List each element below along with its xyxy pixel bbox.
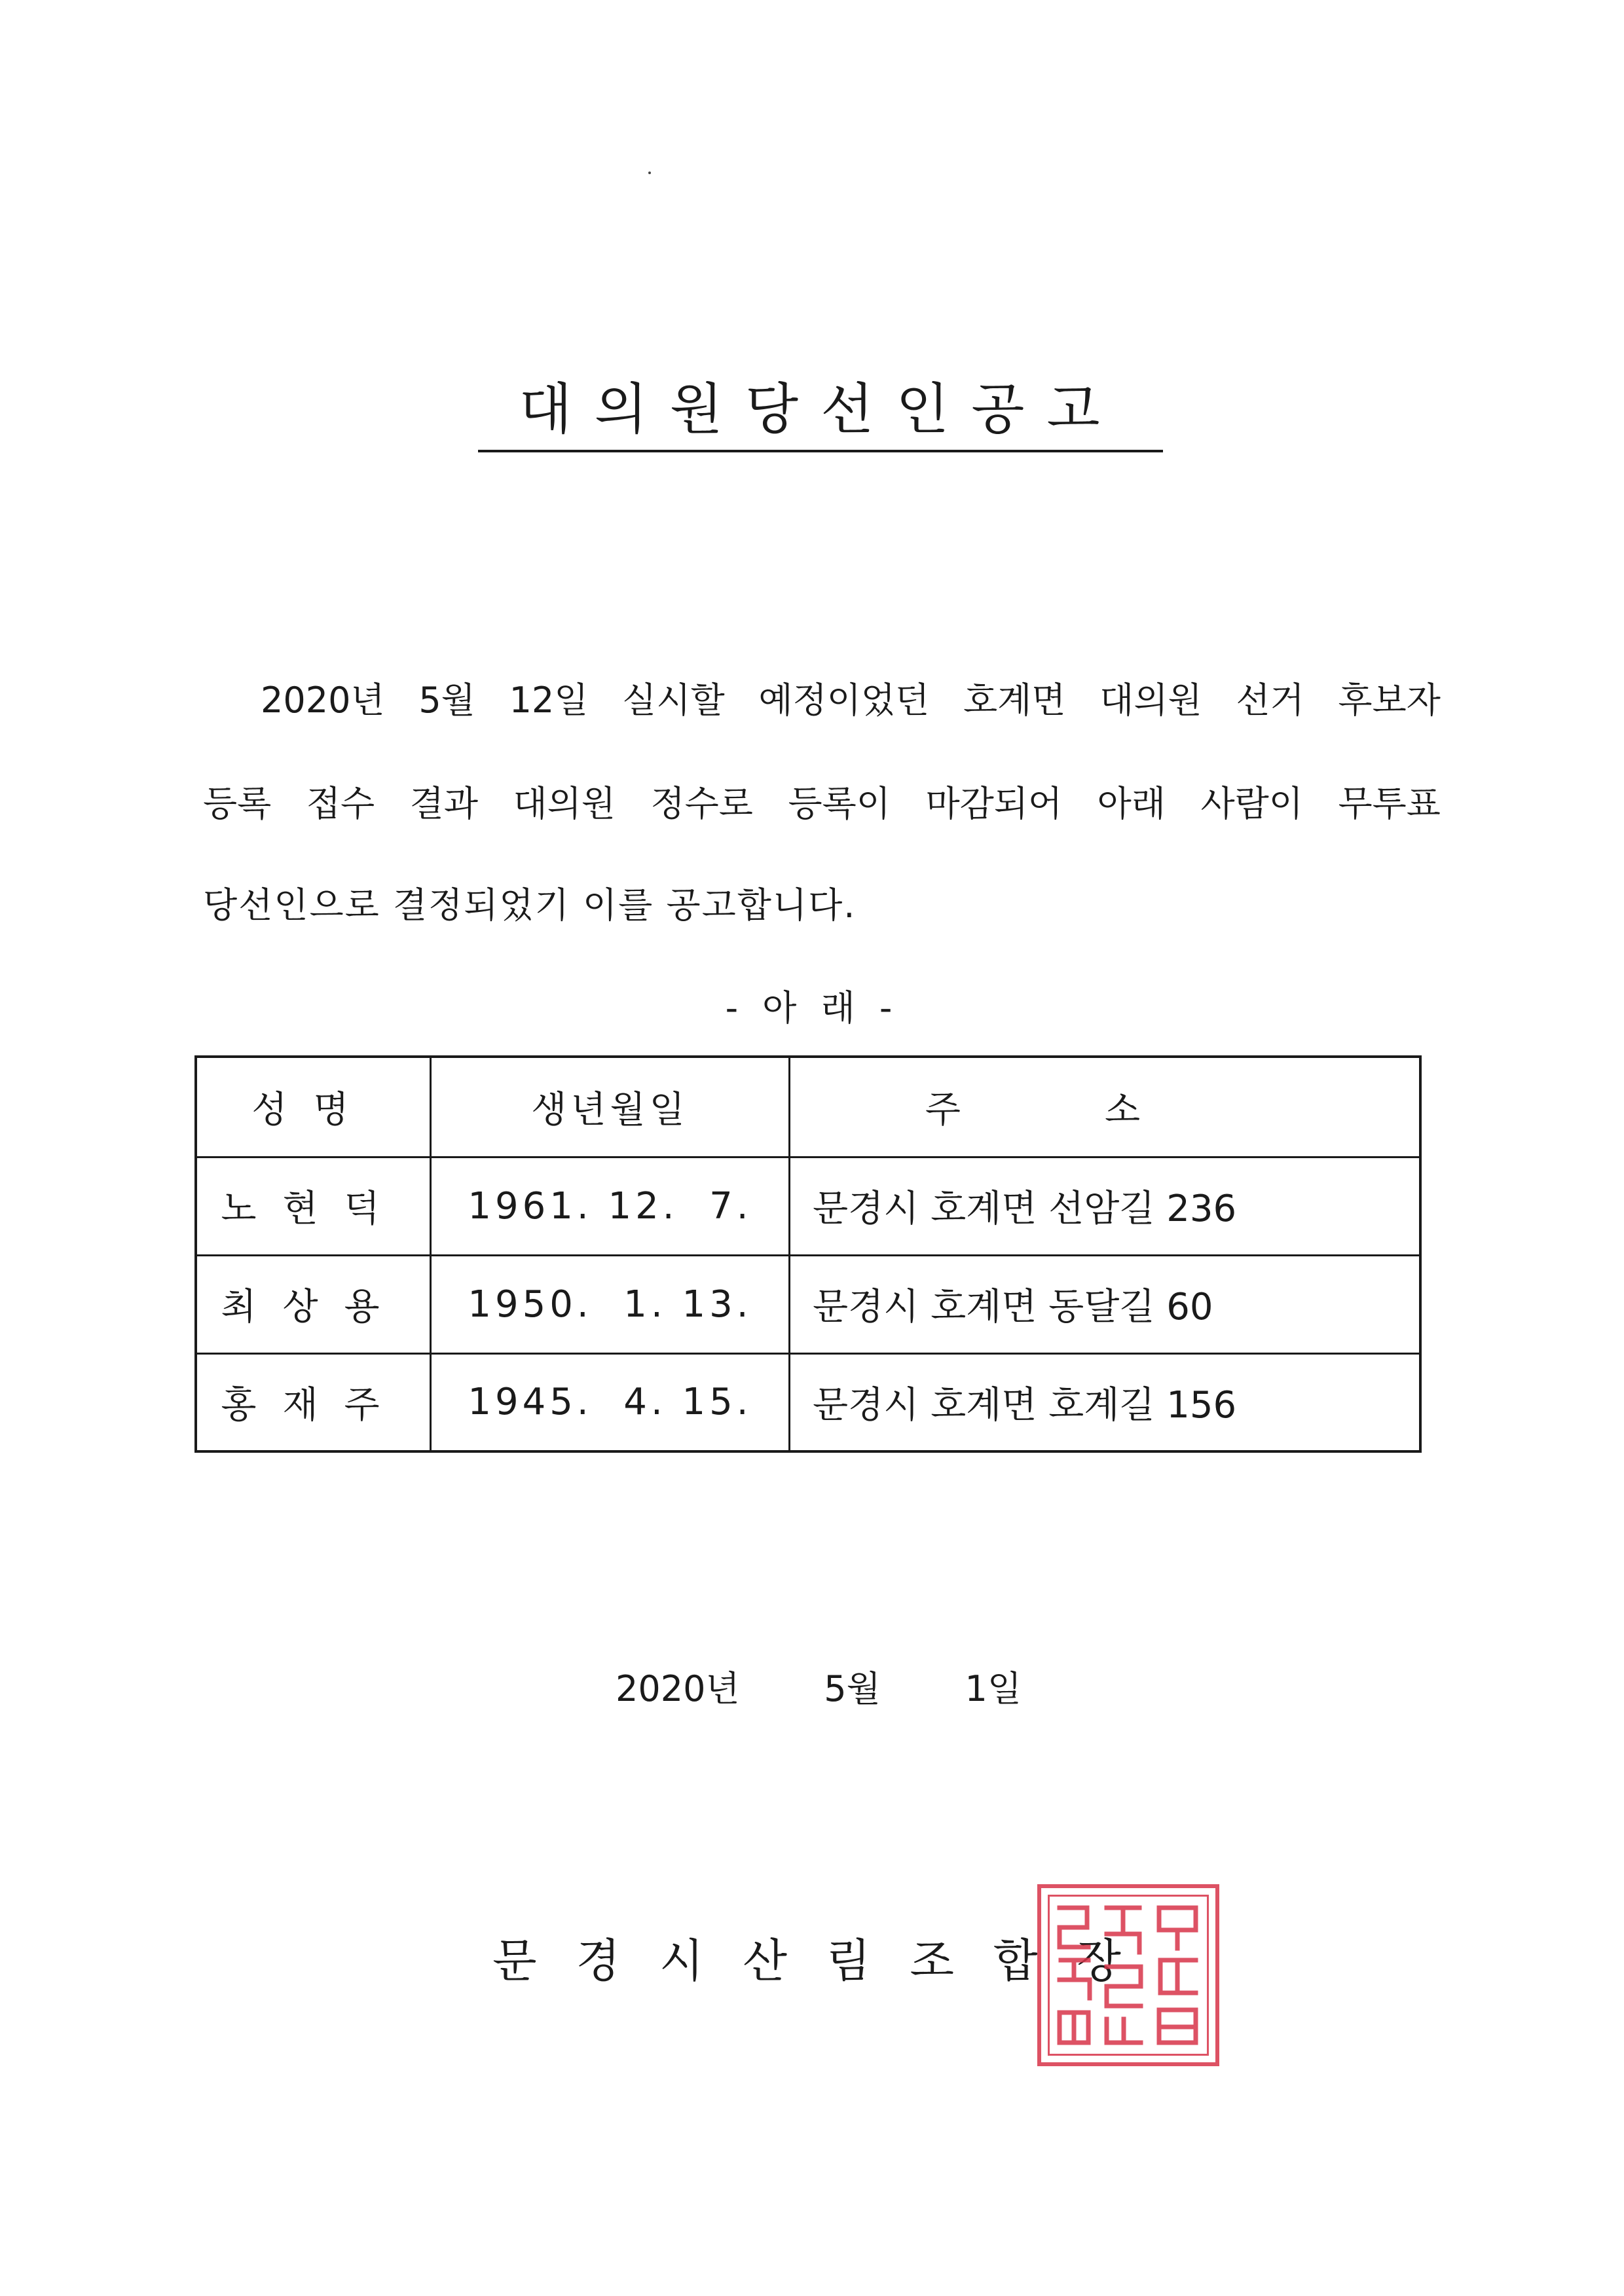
paragraph-line-3: 당선인으로 결정되었기 이를 공고합니다. [203, 884, 857, 926]
section-subheading: - 아 래 - [725, 987, 899, 1029]
header-name: 성명 [196, 1057, 431, 1157]
word: 대의원 [1099, 680, 1202, 721]
word: 12일 [509, 680, 589, 721]
table-row [196, 1157, 1420, 1255]
word: 후보자 [1338, 680, 1441, 721]
word: 결과 [409, 783, 478, 824]
scan-speck [648, 172, 651, 174]
word: 마감되어 [925, 783, 1063, 824]
seal-glyph-pattern [1041, 1888, 1215, 2062]
issuer-char: 경 [576, 1934, 621, 1988]
word: 호계면 [963, 680, 1066, 721]
word: 선거 [1236, 680, 1304, 721]
table-row [196, 1353, 1420, 1451]
cell-address: 문경시 호계면 선암길 236 [790, 1157, 1421, 1255]
word: 정수로 [650, 783, 753, 824]
word: 5월 [418, 680, 475, 721]
word: 아래 [1097, 783, 1166, 824]
cell-birthdate: 1961. 12. 7. [431, 1157, 790, 1255]
word: 등록이 [788, 783, 891, 824]
word: 대의원 [513, 783, 616, 824]
paragraph-line-1 [203, 678, 1441, 723]
header-birthdate: 생년월일 [431, 1057, 790, 1157]
table-row [196, 1255, 1420, 1353]
date-year: 2020년 [616, 1668, 740, 1709]
winners-table [194, 1055, 1422, 1453]
official-seal-icon [1037, 1884, 1219, 2066]
paragraph-line-2 [203, 781, 1441, 827]
issuer-char: 림 [826, 1934, 871, 1988]
word: 접수 [306, 783, 375, 824]
date-day: 1일 [965, 1668, 1022, 1709]
issuer-char: 조 [910, 1934, 954, 1988]
cell-name: 최상용 [196, 1255, 431, 1353]
cell-address: 문경시 호계면 동달길 60 [790, 1255, 1421, 1353]
date-month: 5월 [824, 1668, 881, 1709]
cell-name: 노현덕 [196, 1157, 431, 1255]
issuer-char: 시 [659, 1934, 704, 1988]
cell-name: 홍재주 [196, 1353, 431, 1451]
issuer-name [492, 1931, 1121, 1990]
word: 사람이 [1200, 783, 1303, 824]
word: 무투표 [1338, 783, 1441, 824]
issuer-char: 산 [743, 1934, 788, 1988]
issuer-char: 문 [492, 1934, 537, 1988]
header-address: 주소 [790, 1057, 1421, 1157]
cell-address: 문경시 호계면 호계길 156 [790, 1353, 1421, 1451]
page-title: 대의원당선인공고 [478, 376, 1163, 452]
word: 등록 [203, 783, 272, 824]
table-header-row [196, 1057, 1420, 1157]
issuer-char: 합 [993, 1934, 1038, 1988]
cell-birthdate: 1950. 1. 13. [431, 1255, 790, 1353]
word: 예정이었던 [758, 680, 930, 721]
issue-date [616, 1666, 1022, 1712]
word: 2020년 [261, 680, 385, 721]
issuer-char: 장 [1077, 1934, 1121, 1988]
cell-birthdate: 1945. 4. 15. [431, 1353, 790, 1451]
word: 실시할 [622, 680, 725, 721]
